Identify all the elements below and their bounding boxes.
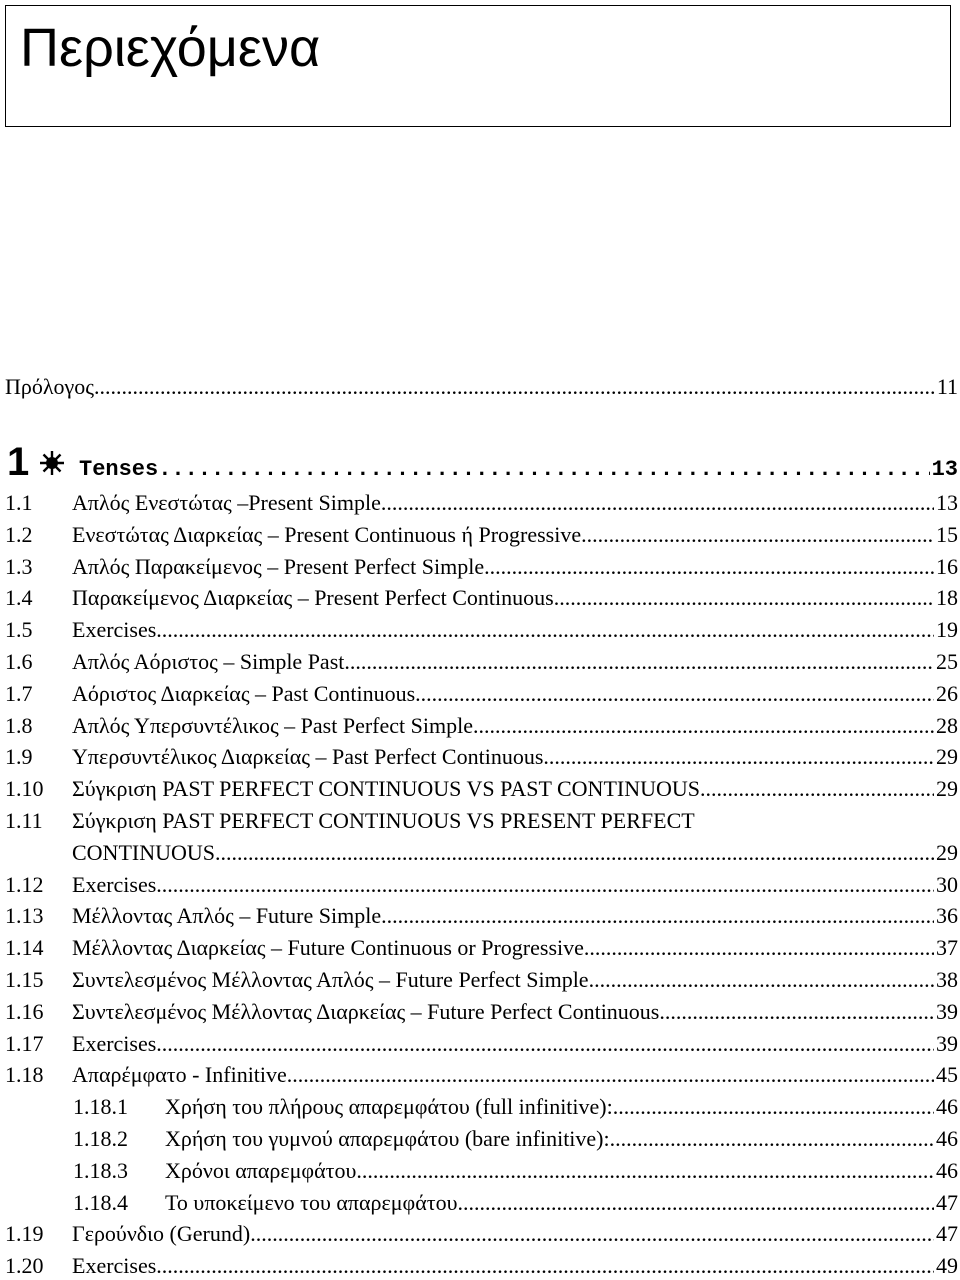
toc-entry[interactable]: [5, 648, 958, 676]
toc-entry-label: Exercises: [72, 617, 157, 643]
toc-entry-label: Το υποκείμενο του απαρεμφάτου: [165, 1189, 458, 1215]
toc-entry-label: Απαρέμφατο - Infinitive: [72, 1062, 287, 1088]
toc-entry-label: Συντελεσμένος Μέλλοντας Διαρκείας – Future Perfect Continuous: [72, 998, 660, 1024]
toc-entry-label: Μέλλοντας Απλός – Future Simple: [72, 903, 382, 929]
dot-leader: [659, 998, 934, 1026]
dot-leader: [156, 1252, 934, 1280]
toc-entry-label: Υπερσυντέλικος Διαρκείας – Past Perfect Continuous: [72, 744, 544, 770]
toc-entry[interactable]: [5, 1030, 958, 1058]
toc-entry-label: Παρακείμενος Διαρκείας – Present Perfect Continuous: [72, 585, 554, 611]
toc-entry-label: Σύγκριση PAST PERFECT CONTINUOUS VS PAST CONTINUOUS: [72, 776, 700, 802]
toc-subentry[interactable]: [73, 1189, 958, 1217]
toc-subentry[interactable]: [73, 1093, 958, 1121]
toc-entry-number: 1.17: [5, 1030, 44, 1056]
toc-page-number: 46: [936, 1094, 958, 1120]
toc-entry-label: Γερούνδιο (Gerund): [72, 1221, 251, 1247]
toc-entry[interactable]: [5, 998, 958, 1026]
dot-leader: [458, 1189, 934, 1217]
toc-chapter-1[interactable]: [7, 440, 958, 484]
toc-page-number: 18: [936, 585, 958, 611]
toc-entry-number: 1.18: [5, 1062, 44, 1088]
dot-leader: [158, 448, 929, 492]
dot-leader: [610, 1125, 934, 1153]
dot-leader: [543, 743, 934, 771]
toc-entry-label: Απλός Παρακείμενος – Present Perfect Simple: [72, 553, 485, 579]
toc-entry-label: Χρήση του γυμνού απαρεμφάτου (bare infinitive):: [165, 1126, 610, 1151]
toc-page-number: 47: [936, 1221, 958, 1247]
toc-entry[interactable]: [5, 902, 958, 930]
dot-leader: [287, 1061, 934, 1089]
toc-page-number: 46: [936, 1126, 958, 1151]
toc-entry-number: 1.5: [5, 617, 33, 643]
toc-entry-label: Χρόνοι απαρεμφάτου: [165, 1157, 357, 1183]
toc-entry-number: 1.18.2: [73, 1126, 128, 1151]
chapter-number: 1: [7, 440, 30, 484]
toc-entry-number: 1.14: [5, 935, 44, 961]
toc-entry[interactable]: [5, 680, 958, 708]
toc-entry-number: 1.4: [5, 585, 33, 611]
toc-page-number: 29: [936, 776, 958, 802]
toc-page-number: 29: [936, 744, 958, 770]
toc-entry-label: Απλός Υπερσυντέλικος – Past Perfect Simple: [72, 712, 473, 738]
dot-leader: [554, 584, 934, 612]
toc-entry-label: CONTINUOUS: [72, 839, 215, 865]
toc-page-number: 45: [936, 1062, 958, 1088]
dot-leader: [381, 489, 934, 517]
sun-burst-icon: [39, 449, 65, 475]
toc-entry-number: 1.7: [5, 680, 33, 706]
dot-leader: [250, 1220, 934, 1248]
dot-leader: [700, 775, 934, 803]
dot-leader: [215, 839, 934, 867]
toc-entry-label: Χρήση του πλήρους απαρεμφάτου (full infinitive):: [165, 1094, 613, 1120]
toc-page-number: 30: [936, 871, 958, 897]
dot-leader: [381, 902, 934, 930]
toc-entry[interactable]: [5, 966, 958, 994]
toc-page-number: 39: [936, 998, 958, 1024]
toc-entry-number: 1.13: [5, 903, 44, 929]
toc-entry[interactable]: [5, 584, 958, 612]
toc-page-number: 46: [936, 1157, 958, 1183]
dot-leader: [581, 521, 934, 549]
toc-entry-label: Αόριστος Διαρκείας – Past Continuous: [72, 680, 416, 706]
toc-page-number: 47: [936, 1189, 958, 1215]
page-title: Περιεχόμενα: [20, 18, 321, 78]
dot-leader: [156, 1030, 934, 1058]
dot-leader: [356, 1157, 934, 1185]
toc-subentry[interactable]: [73, 1125, 958, 1153]
toc-entry-continuation[interactable]: [5, 839, 958, 867]
toc-entry-label: Ενεστώτας Διαρκείας – Present Continuous ή Progressive: [72, 521, 582, 547]
toc-page-number: 26: [936, 680, 958, 706]
toc-page-number: 13: [936, 490, 958, 515]
toc-entry[interactable]: [5, 1220, 958, 1248]
toc-entry[interactable]: [5, 775, 958, 803]
toc-entry-number: 1.16: [5, 998, 44, 1024]
toc-entry-foreword[interactable]: [5, 373, 958, 401]
toc-entry-number: 1.3: [5, 553, 33, 579]
dot-leader: [94, 373, 935, 401]
toc-entry-number: 1.10: [5, 776, 44, 802]
toc-page-number: 49: [936, 1253, 958, 1279]
toc-page-number: 16: [936, 553, 958, 579]
toc-entry[interactable]: [5, 1252, 958, 1280]
toc-entry-number: 1.6: [5, 649, 33, 674]
toc-entry-number: 1.18.4: [73, 1189, 128, 1215]
dot-leader: [613, 1093, 934, 1121]
dot-leader: [415, 680, 934, 708]
toc-page-number: 15: [936, 521, 958, 547]
dot-leader: [473, 712, 934, 740]
toc-entry-label: Exercises: [72, 871, 157, 897]
toc-entry-label: Σύγκριση PAST PERFECT CONTINUOUS VS PRESENT PERFECT: [72, 808, 695, 833]
toc-page-number: 29: [936, 839, 958, 865]
toc-page-number: 38: [936, 967, 958, 992]
toc-page-number: 19: [936, 617, 958, 643]
toc-entry[interactable]: [5, 934, 958, 962]
toc-page-number: 36: [936, 903, 958, 929]
toc-entry[interactable]: [5, 743, 958, 771]
toc-entry-number: 1.15: [5, 967, 44, 992]
toc-entry-number: 1.18.3: [73, 1157, 128, 1183]
dot-leader: [344, 648, 934, 676]
toc-entry[interactable]: [5, 1061, 958, 1089]
toc-page-number: 11: [936, 374, 958, 399]
toc-entry-number: 1.12: [5, 871, 44, 897]
toc-entry[interactable]: [5, 553, 958, 581]
toc-subentry[interactable]: [73, 1157, 958, 1185]
toc-entry[interactable]: [5, 616, 958, 644]
toc-entry[interactable]: [5, 521, 958, 549]
toc-entry-label: Μέλλοντας Διαρκείας – Future Continuous or Progressive: [72, 935, 584, 961]
dot-leader: [484, 553, 934, 581]
toc-entry-number: 1.1: [5, 490, 33, 515]
toc-entry[interactable]: [5, 871, 958, 899]
toc-page-number: 25: [936, 649, 958, 674]
toc-entry-label: Απλός Ενεστώτας –Present Simple: [72, 490, 381, 515]
toc-page-number: 37: [936, 935, 958, 961]
toc-entry-label: Exercises: [72, 1030, 157, 1056]
toc-entry-number: 1.8: [5, 712, 33, 738]
toc-entry-number: 1.18.1: [73, 1094, 128, 1120]
toc-page-number: 13: [931, 457, 958, 482]
toc-page-number: 28: [936, 712, 958, 738]
dot-leader: [589, 966, 934, 994]
toc-entry[interactable]: [5, 712, 958, 740]
toc-entry-number: 1.2: [5, 521, 33, 547]
dot-leader: [156, 871, 934, 899]
dot-leader: [584, 934, 934, 962]
toc-entry-number: 1.11: [5, 808, 43, 833]
dot-leader: [156, 616, 934, 644]
toc-entry-number: 1.19: [5, 1221, 44, 1247]
toc-entry-label: Συντελεσμένος Μέλλοντας Απλός – Future Perfect Simple: [72, 967, 589, 992]
toc-page-number: 39: [936, 1030, 958, 1056]
toc-entry-number: 1.20: [5, 1253, 44, 1279]
toc-entry-label: Απλός Αόριστος – Simple Past: [72, 649, 345, 674]
toc-entry-label: Exercises: [72, 1253, 157, 1279]
chapter-title: Tenses: [79, 457, 159, 482]
toc-entry[interactable]: [5, 807, 958, 835]
toc-entry-label: Πρόλογος: [5, 374, 94, 399]
toc-entry[interactable]: [5, 489, 958, 517]
toc-entry-number: 1.9: [5, 744, 33, 770]
